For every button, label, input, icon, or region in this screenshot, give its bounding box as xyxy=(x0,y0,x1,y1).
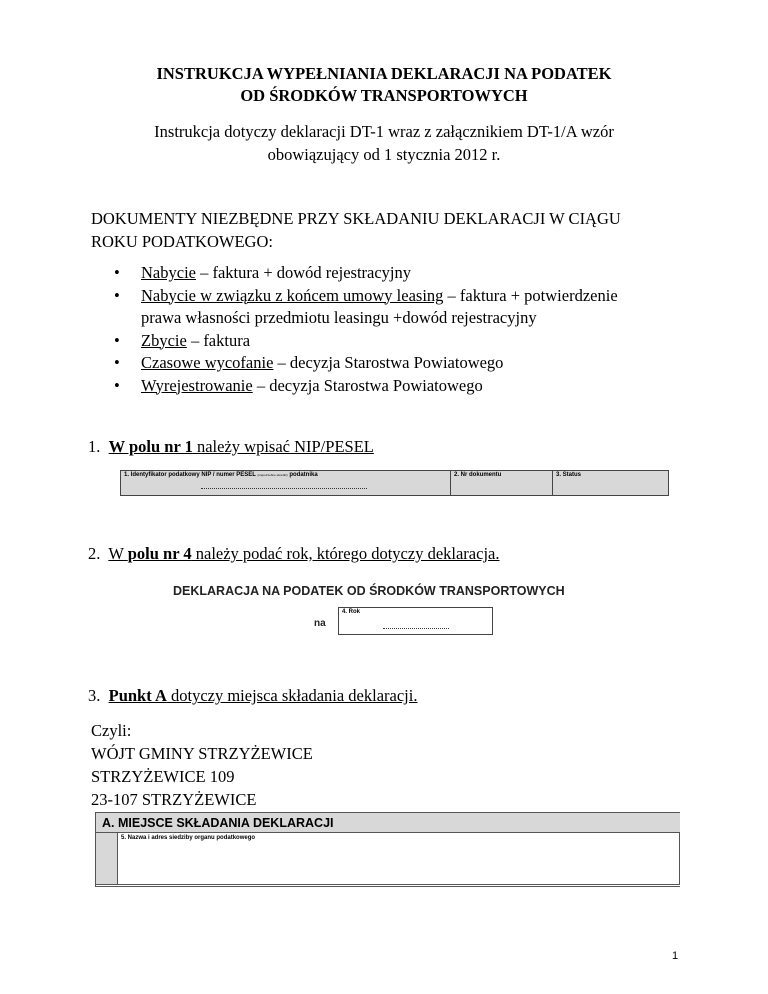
step-2 xyxy=(88,543,500,565)
step-bold: W polu nr 1 xyxy=(108,437,193,456)
step-pre: W xyxy=(108,544,128,563)
item-desc: – faktura + dowód rejestracyjny xyxy=(195,263,412,282)
form-section-a-image xyxy=(96,812,680,887)
address-intro: Czyli: xyxy=(91,721,132,740)
documents-heading-line-1: DOKUMENTY NIEZBĘDNE PRZY SKŁADANIU DEKLARACJI W CIĄGU xyxy=(91,209,621,228)
step-number: 1. xyxy=(88,437,101,456)
form-na-label: na xyxy=(314,618,326,629)
item-desc: – faktura + potwierdzenie xyxy=(443,285,618,305)
field-2-label: 2. Nr dokumentu xyxy=(454,472,502,478)
list-item xyxy=(114,262,684,285)
step-text: dotyczy miejsca składania deklaracji. xyxy=(166,686,418,705)
section-a-title: A. MIEJSCE SKŁADANIA DEKLARACJI xyxy=(102,816,334,830)
item-term: Czasowe wycofanie xyxy=(141,353,274,372)
step-bold: polu nr 4 xyxy=(127,544,192,563)
list-item xyxy=(114,375,684,398)
field-1-label-end: podatnika xyxy=(289,472,318,478)
list-item xyxy=(114,285,684,330)
section-a-header xyxy=(96,812,680,833)
bullet-icon: • xyxy=(114,353,120,372)
item-desc: – faktura xyxy=(186,330,251,350)
documents-heading-line-2: ROKU PODATKOWEGO: xyxy=(91,232,273,251)
step-text: należy podać rok, którego dotyczy deklaracja. xyxy=(191,544,500,563)
field-1-label: 1. Identyfikator podatkowy NIP / numer PESEL xyxy=(124,472,256,478)
step-3 xyxy=(88,685,417,707)
subtitle-line-2: obowiązujący od 1 stycznia 2012 r. xyxy=(267,145,501,164)
step-text: należy wpisać NIP/PESEL xyxy=(192,437,374,456)
bullet-icon: • xyxy=(114,375,120,395)
form-declaration-title: DEKLARACJA NA PODATEK OD ŚRODKÓW TRANSPORTOWYCH xyxy=(173,584,565,598)
field-1-cell xyxy=(121,471,451,495)
bullet-icon: • xyxy=(114,285,120,305)
field-3-label: 3. Status xyxy=(556,472,582,478)
field-5-box xyxy=(118,833,680,885)
item-term: Nabycie xyxy=(141,263,196,282)
step-number: 2. xyxy=(88,544,101,563)
field-4-box xyxy=(338,607,493,635)
item-desc-cont: prawa własności przedmiotu leasingu +dowód rejestracyjny xyxy=(141,308,537,327)
item-term: Zbycie xyxy=(141,330,187,350)
field-4-input-line xyxy=(383,628,449,629)
page-number: 1 xyxy=(672,950,679,962)
item-desc: – decyzja Starostwa Powiatowego xyxy=(273,353,504,372)
field-1-note: (niepotrzebne skreślić) xyxy=(257,473,288,477)
step-number: 3. xyxy=(88,686,101,705)
subtitle-line-1: Instrukcja dotyczy deklaracji DT-1 wraz z załącznikiem DT-1/A wzór xyxy=(154,122,614,141)
step-1 xyxy=(88,436,374,458)
address-line-1: WÓJT GMINY STRZYŻEWICE xyxy=(91,744,313,763)
list-item xyxy=(114,352,684,375)
address-line-3: 23-107 STRZYŻEWICE xyxy=(91,790,257,809)
item-desc: – decyzja Starostwa Powiatowego xyxy=(252,375,483,395)
section-a-bottom-border xyxy=(96,884,680,887)
item-term: Nabycie w związku z końcem umowy leasing xyxy=(141,285,444,305)
section-a-margin xyxy=(96,833,118,885)
field-1-input-line xyxy=(201,488,367,489)
form-field-1-image xyxy=(120,470,669,496)
address-line-2: STRZYŻEWICE 109 xyxy=(91,767,235,786)
field-3-cell xyxy=(553,471,668,495)
item-term: Wyrejestrowanie xyxy=(141,375,253,395)
list-item xyxy=(114,330,684,353)
bullet-icon: • xyxy=(114,330,120,350)
title-line-1: INSTRUKCJA WYPEŁNIANIA DEKLARACJI NA PODATEK xyxy=(156,64,612,83)
field-2-cell xyxy=(451,471,553,495)
documents-list xyxy=(114,262,684,397)
field-5-label: 5. Nazwa i adres siedziby organu podatkowego xyxy=(121,835,256,841)
field-4-label: 4. Rok xyxy=(342,609,361,615)
step-bold: Punkt A xyxy=(108,686,167,705)
title-line-2: OD ŚRODKÓW TRANSPORTOWYCH xyxy=(240,86,528,105)
bullet-icon: • xyxy=(114,263,120,282)
